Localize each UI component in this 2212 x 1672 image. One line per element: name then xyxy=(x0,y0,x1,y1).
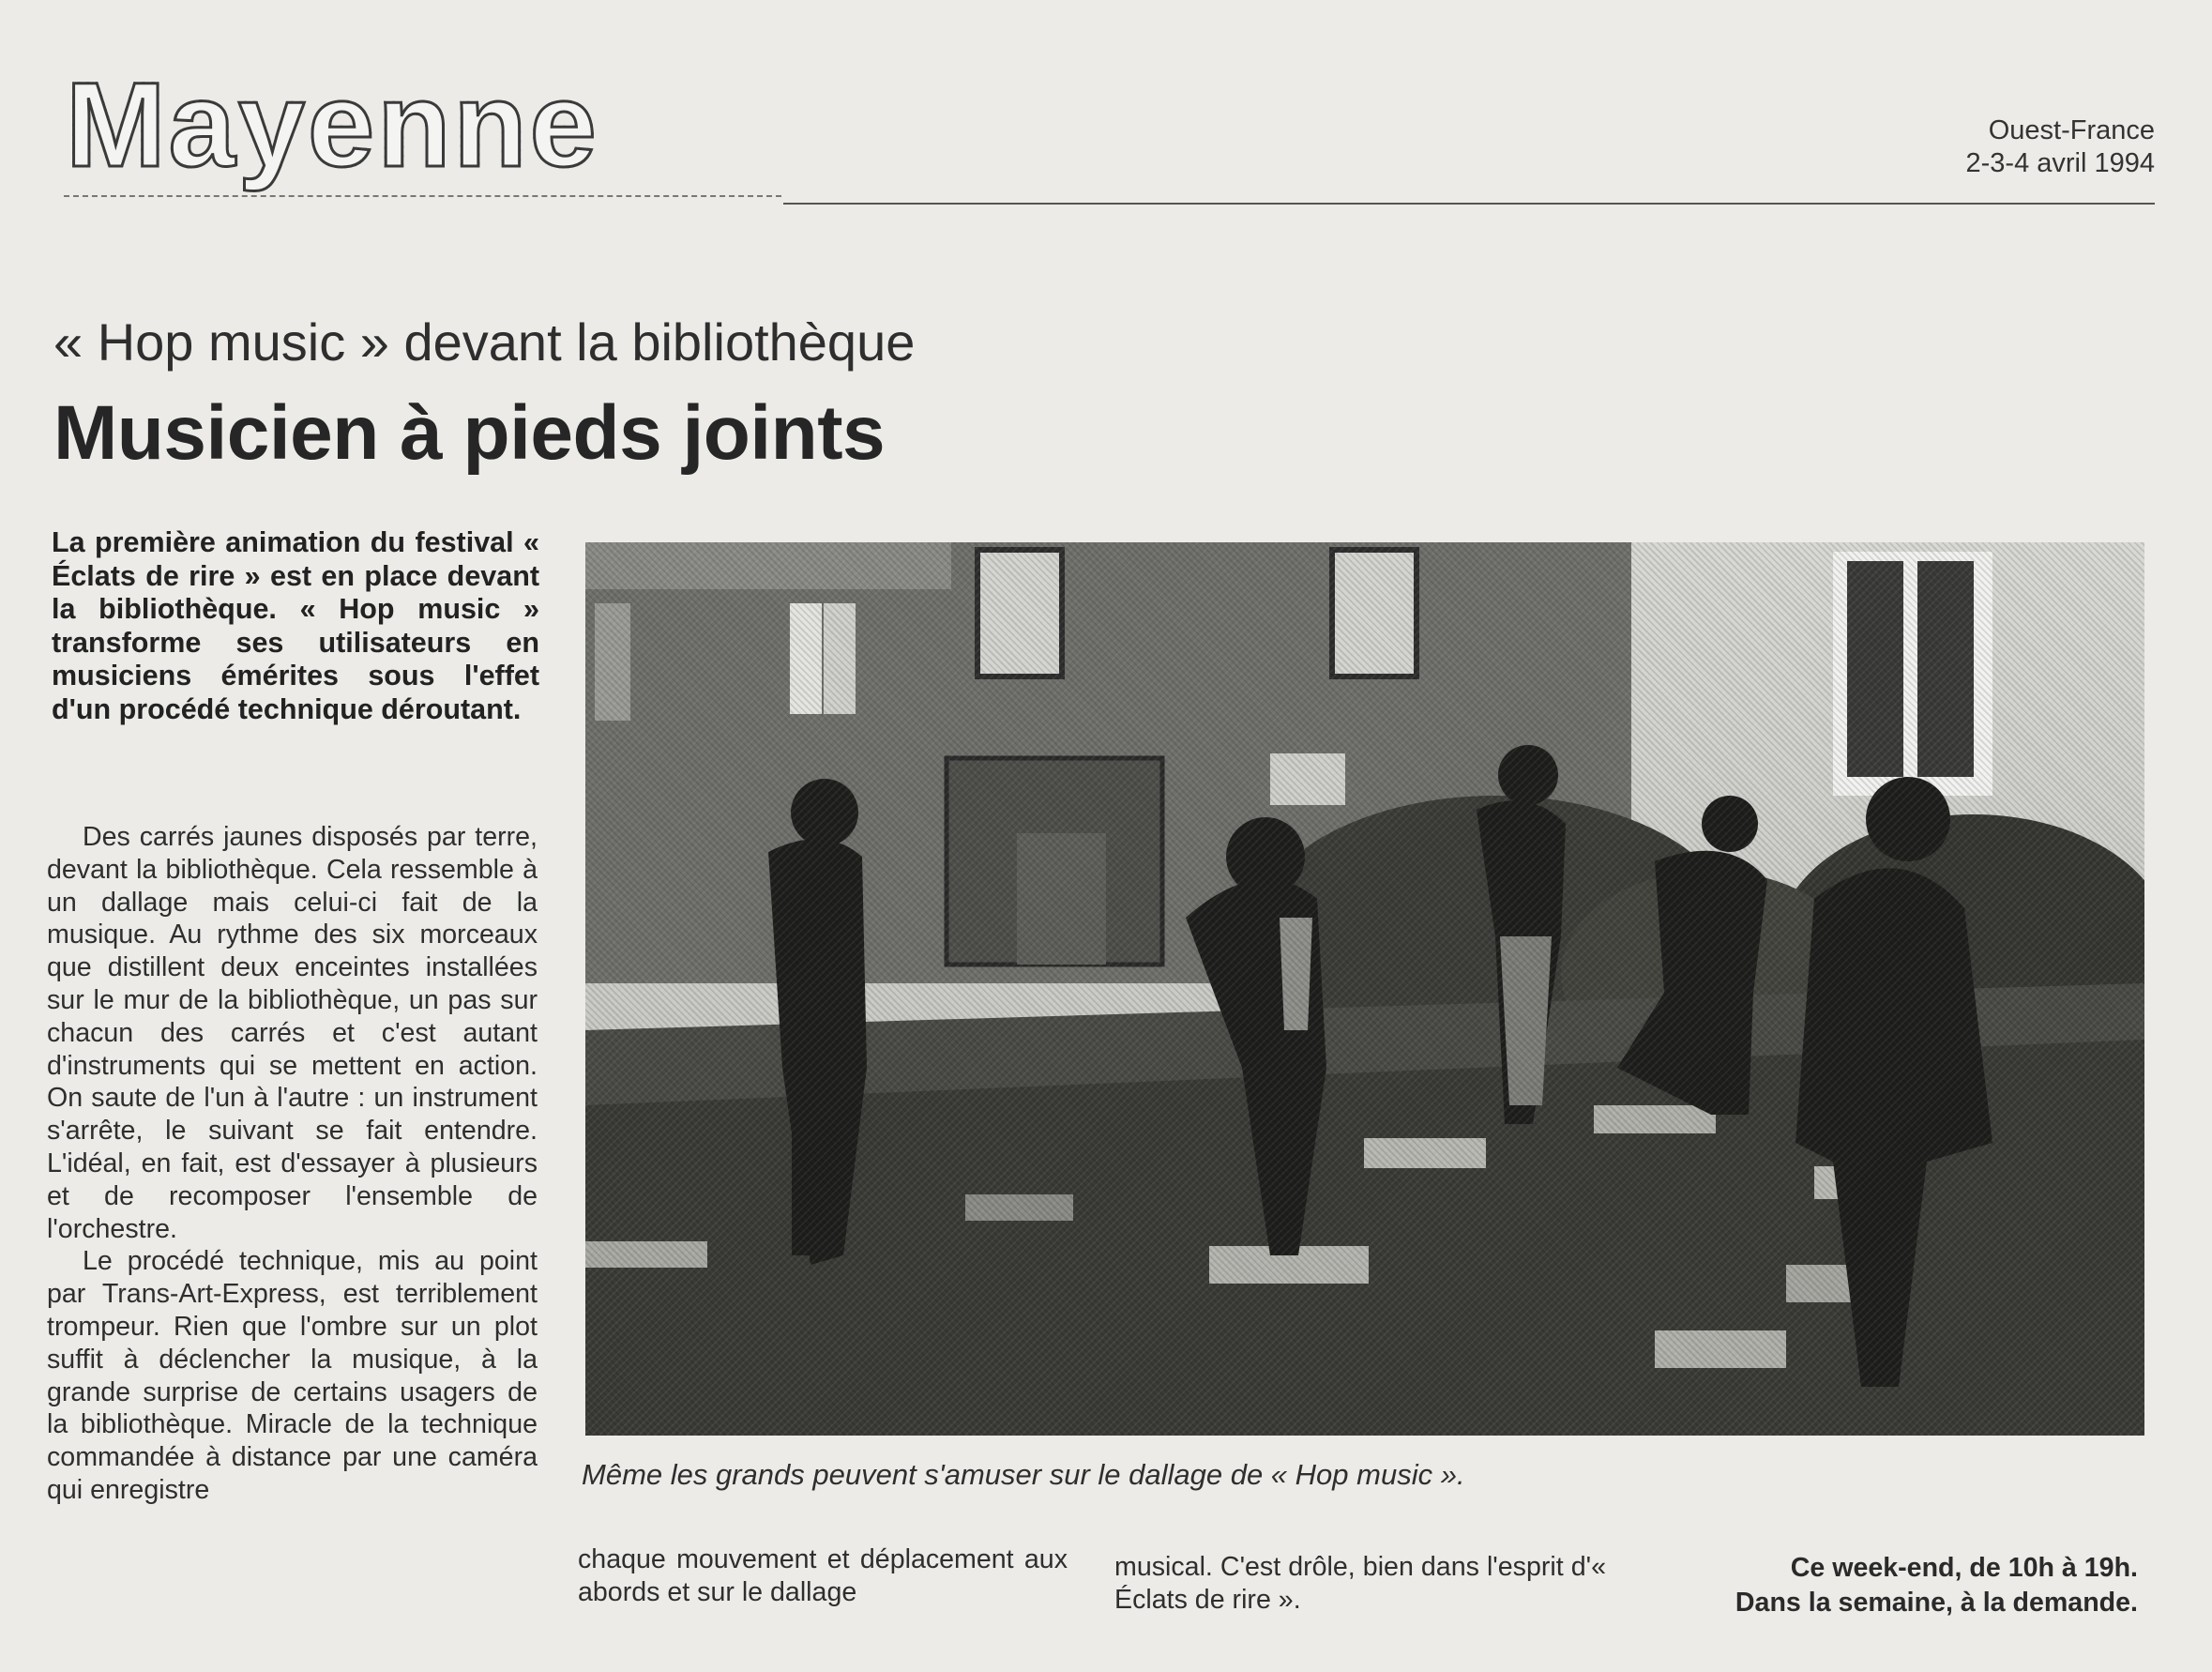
practical-info xyxy=(1613,1551,2138,1620)
article-body-column-2: chaque mouvement et déplacement aux abords et sur le dallage xyxy=(578,1544,1068,1607)
info-weekend-hours: Ce week-end, de 10h à 19h. xyxy=(1790,1553,2138,1583)
body-paragraph-2: Le procédé technique, mis au point par Trans-Art-Express, est terriblement trompeur. Rien que l'ombre sur un plot suffit à déclencher la musique, à la grande surprise de certains usagers de la bibliothèque. Miracle de la technique commandée à distance par une caméra qui enregistre xyxy=(47,1246,538,1505)
article-body-column-3: musical. C'est drôle, bien dans l'esprit d'« Éclats de rire ». xyxy=(1114,1552,1606,1615)
publication-name: Ouest-France xyxy=(1988,115,2155,145)
header-rule-dashed xyxy=(64,195,781,197)
article-photo xyxy=(585,542,2144,1436)
article-body-column-1 xyxy=(47,821,538,1507)
article-headline: Musicien à pieds joints xyxy=(53,390,886,476)
publication-date: 2-3-4 avril 1994 xyxy=(1965,148,2155,178)
info-week-hours: Dans la semaine, à la demande. xyxy=(1735,1588,2138,1618)
article-kicker: « Hop music » devant la bibliothèque xyxy=(53,312,916,372)
photo-grain xyxy=(585,542,2144,1436)
photo-caption: Même les grands peuvent s'amuser sur le dallage de « Hop music ». xyxy=(582,1458,1465,1491)
section-title: Mayenne xyxy=(66,58,599,192)
publication-info xyxy=(1966,114,2156,180)
header-rule xyxy=(783,203,2155,205)
article-lead: La première animation du festival « Éclats de rire » est en place devant la bibliothèque. « Hop music » transforme ses utilisateurs en musiciens émérites sous l'effet d'un procédé technique déroutant. xyxy=(52,526,539,725)
body-paragraph-1: Des carrés jaunes disposés par terre, devant la bibliothèque. Cela ressemble à un dallage mais celui-ci fait de la musique. Au rythme des six morceaux que distillent deux enceintes installées sur le mur de la bibliothèque, un pas sur chacun des carrés et c'est autant d'instruments qui se mettent en action. On saute de l'un à l'autre : un instrument s'arrête, le suivant se fait entendre. L'idéal, en fait, est d'essayer à plusieurs et de recomposer l'ensemble de l'orchestre. xyxy=(47,822,538,1244)
